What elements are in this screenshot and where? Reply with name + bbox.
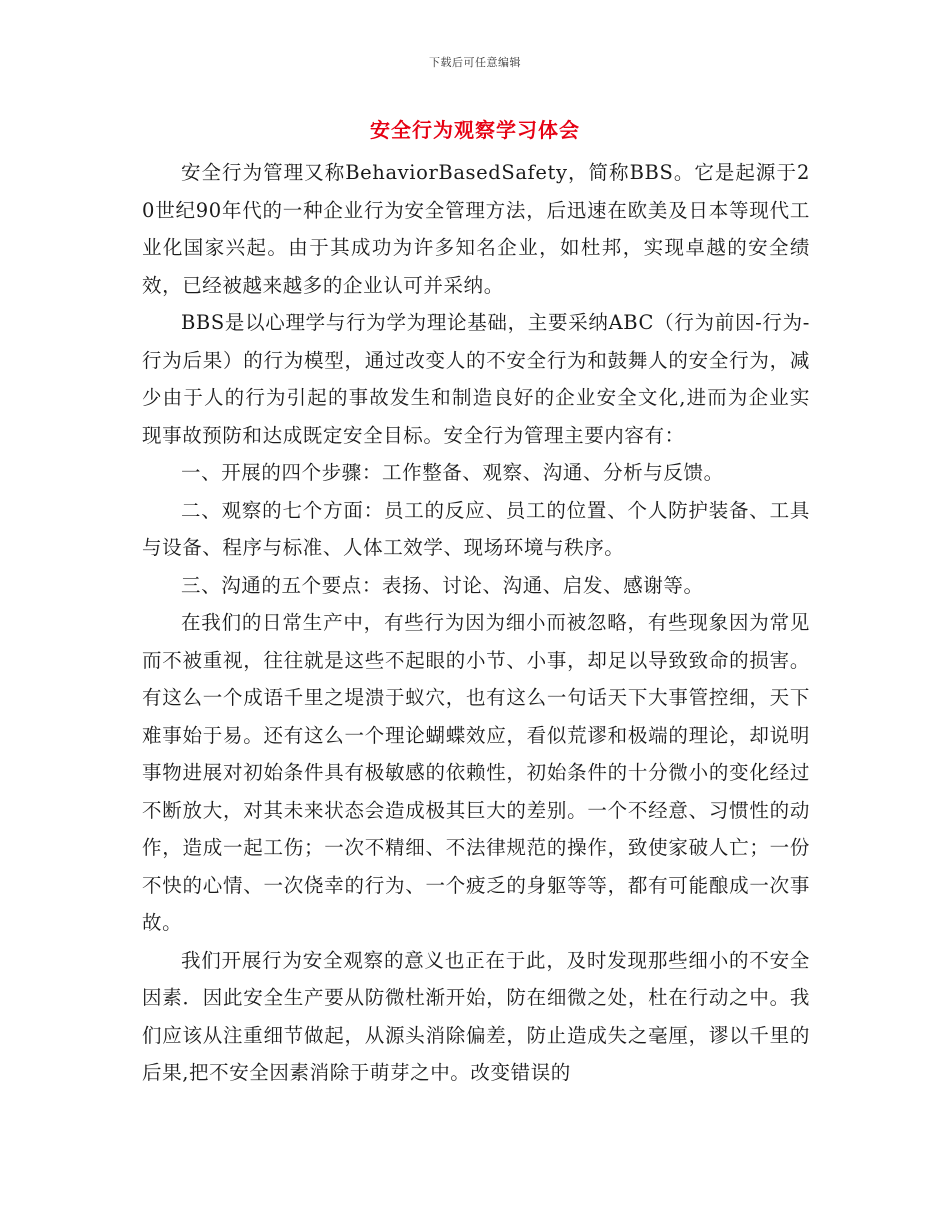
paragraph-intro: 安全行为管理又称BehaviorBasedSafety，简称BBS。它是起源于20世纪90年代的一种企业行为安全管理方法，后迅速在欧美及日本等现代工业化国家兴起。由于其成功为许多知名企业，如杜邦，实现卓越的安全绩效，已经被越来越多的企业认可并采纳。 [142,161,810,297]
paragraph-four-steps: 一、开展的四个步骤：工作整备、观察、沟通、分析与反馈。 [181,461,724,484]
paragraph-bbs-theory: BBS是以心理学与行为学为理论基础，主要采纳ABC（行为前因-行为-行为后果）的行为模型，通过改变人的不安全行为和鼓舞人的安全行为，减少由于人的行为引起的事故发生和制造良好的企业安全文化,进而为企业实现事故预防和达成既定安全目标。安全行为管理主要内容有： [142,311,810,447]
header-note: 下载后可任意编辑 [429,56,521,69]
paragraph-daily-production: 在我们的日常生产中，有些行为因为细小而被忽略，有些现象因为常见而不被重视，往往就是这些不起眼的小节、小事，却足以导致致命的损害。有这么一个成语千里之堤溃于蚁穴，也有这么一句话天下大事管控细，天下难事始于易。还有这么一个理论蝴蝶效应，看似荒谬和极端的理论，却说明事物进展对初始条件具有极敏感的依赖性，初始条件的十分微小的变化经过不断放大，对其未来状态会造成极其巨大的差别。一个不经意、习惯性的动作，造成一起工伤；一次不精细、不法律规范的操作，致使家破人亡；一份不快的心情、一次侥幸的行为、一个疲乏的身躯等等，都有可能酿成一次事故。 [142,611,810,934]
document-body [142,154,810,1092]
paragraph-seven-aspects: 二、观察的七个方面：员工的反应、员工的位置、个人防护装备、工具与设备、程序与标准、人体工效学、现场环境与秩序。 [142,498,810,559]
paragraph-five-points: 三、沟通的五个要点：表扬、讨论、沟通、启发、感谢等。 [181,573,704,597]
paragraph-significance: 我们开展行为安全观察的意义也正在于此，及时发现那些细小的不安全因素．因此安全生产要从防微杜渐开始，防在细微之处，杜在行动之中。我们应该从注重细节做起，从源头消除偏差，防止造成失之毫厘，谬以千里的后果,把不安全因素消除于萌芽之中。改变错误的 [142,948,810,1084]
document-title: 安全行为观察学习体会 [370,118,580,142]
